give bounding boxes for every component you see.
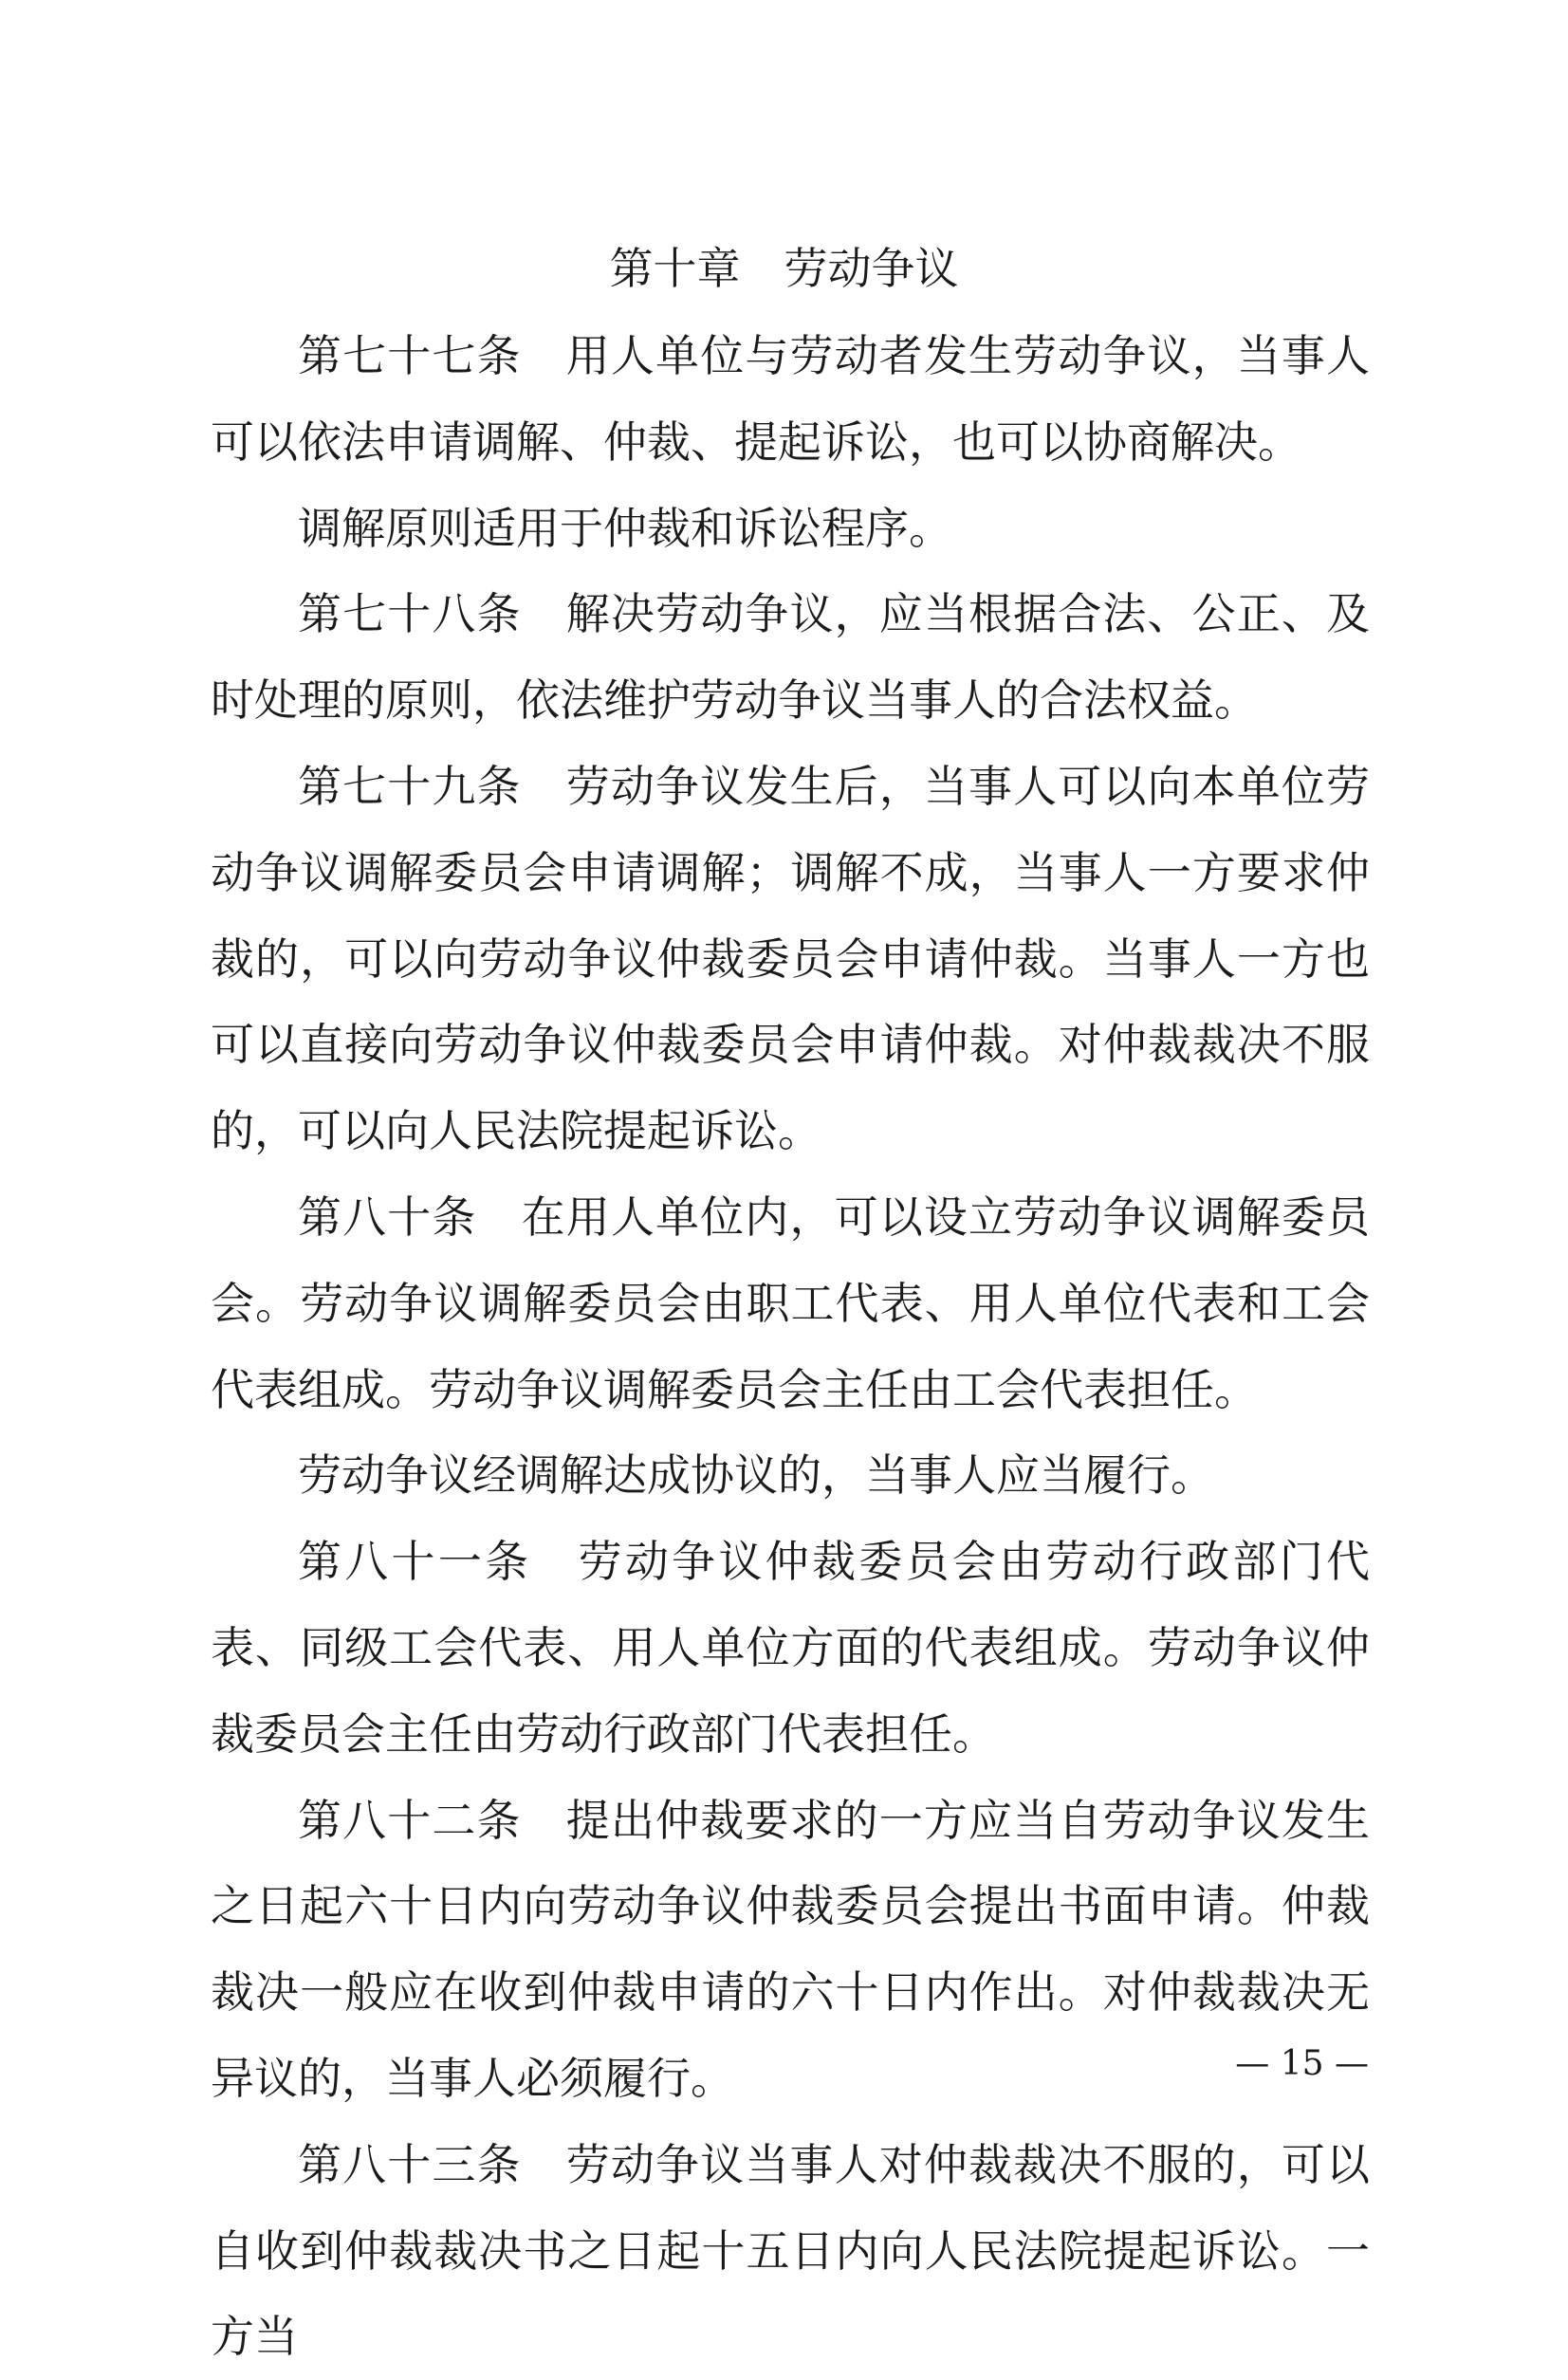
paragraph-mediation-agreement	[211, 1432, 1370, 1519]
article-text: 在用人单位内，可以设立劳动争议调解委员会。劳动争议调解委员会由职工代表、用人单位代表和工会代表组成。劳动争议调解委员会主任由工会代表担任。	[211, 1190, 1371, 1415]
paragraph-article-80	[211, 1174, 1370, 1432]
paragraph-mediation-principle	[211, 486, 1370, 572]
paragraph-article-81	[211, 1519, 1370, 1777]
article-number: 第八十条	[298, 1190, 522, 1243]
article-text: 劳动争议当事人对仲裁裁决不服的，可以自收到仲裁裁决书之日起十五日内向人民法院提起诉讼。一方当	[211, 2138, 1371, 2363]
article-text: 解决劳动争议，应当根据合法、公正、及时处理的原则，依法维护劳动争议当事人的合法权益。	[211, 588, 1371, 727]
chapter-title: 第十章 劳动争议	[609, 243, 959, 294]
article-text: 用人单位与劳动者发生劳动争议，当事人可以依法申请调解、仲裁、提起诉讼，也可以协商解决。	[211, 330, 1371, 468]
article-number: 第七十七条	[298, 330, 566, 381]
paragraph-text: 劳动争议经调解达成协议的，当事人应当履行。	[298, 1449, 1214, 1502]
paragraph-text: 调解原则适用于仲裁和诉讼程序。	[298, 502, 952, 554]
article-number: 第七十九条	[298, 760, 566, 812]
article-text: 劳动争议仲裁委员会由劳动行政部门代表、同级工会代表、用人单位方面的代表组成。劳动争议仲裁委员会主任由劳动行政部门代表担任。	[211, 1536, 1371, 1760]
paragraph-article-83	[211, 2122, 1370, 2380]
article-number: 第七十八条	[298, 588, 566, 640]
document-body	[211, 313, 1370, 2380]
article-text: 提出仲裁要求的一方应当自劳动争议发生之日起六十日内向劳动争议仲裁委员会提出书面申请。仲裁裁决一般应在收到仲裁申请的六十日内作出。对仲裁裁决无异议的，当事人必须履行。	[211, 1794, 1371, 2104]
article-number: 第八十一条	[298, 1536, 579, 1588]
paragraph-article-77	[211, 313, 1370, 486]
paragraph-article-82	[211, 1778, 1370, 2122]
article-text: 劳动争议发生后，当事人可以向本单位劳动争议调解委员会申请调解；调解不成，当事人一方要求仲裁的，可以向劳动争议仲裁委员会申请仲裁。当事人一方也可以直接向劳动争议仲裁委员会申请仲裁。对仲裁裁决不服的，可以向人民法院提起诉讼。	[211, 760, 1371, 1157]
page-number: — 15 —	[1235, 2044, 1369, 2083]
paragraph-article-78	[211, 571, 1370, 744]
article-number: 第八十三条	[298, 2138, 566, 2190]
paragraph-article-79	[211, 744, 1370, 1174]
article-number: 第八十二条	[298, 1794, 566, 1846]
